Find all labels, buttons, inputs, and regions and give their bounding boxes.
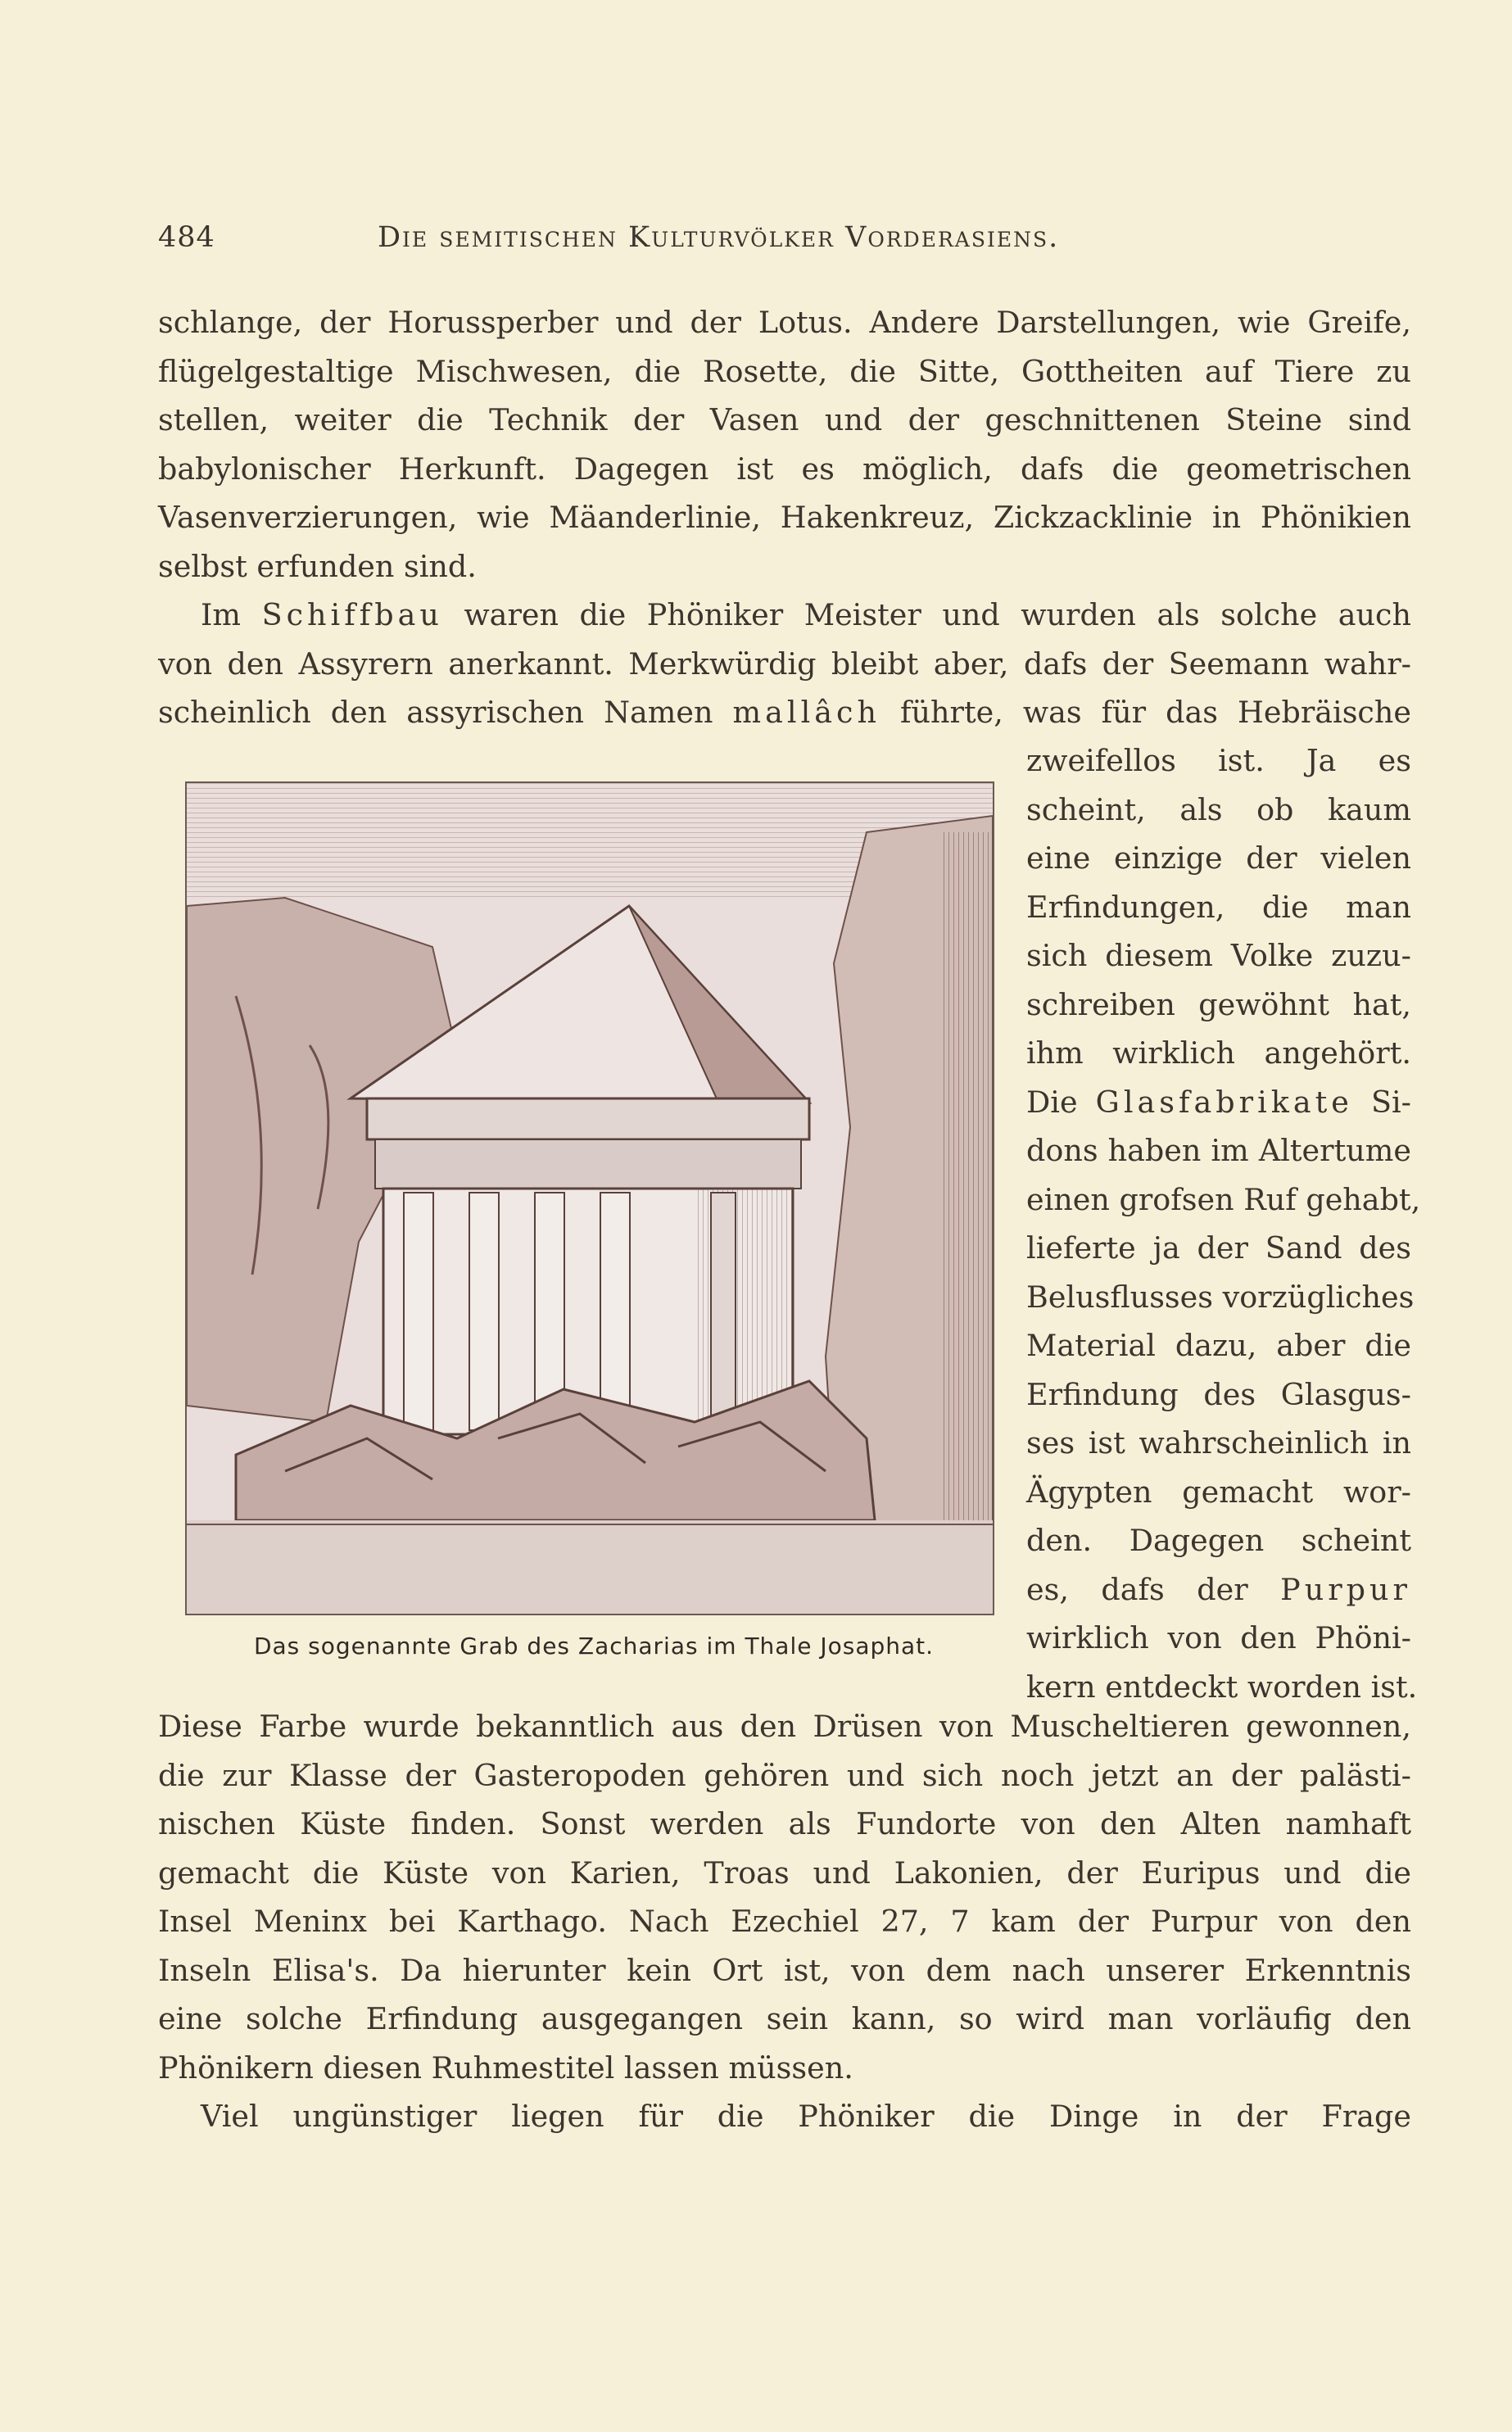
text-line: Erfindungen, die man — [1026, 889, 1411, 925]
text-line: flügelgestaltige Mischwesen, die Rosette, die Sitte, Gottheiten auf Tiere zu — [158, 353, 1411, 389]
text-line: Diese Farbe wurde bekanntlich aus den Drüsen von Muscheltieren gewonnen, — [158, 1709, 1411, 1744]
text-line: scheint, als ob kaum — [1026, 791, 1411, 827]
spaced-term: mallâch — [732, 695, 880, 730]
text-line: nischen Küste finden. Sonst werden als Fundorte von den Alten namhaft — [158, 1806, 1411, 1841]
text-line: Ägypten gemacht wor- — [1026, 1474, 1411, 1510]
text-line: einen grofsen Ruf gehabt, — [1026, 1181, 1421, 1217]
text-line: Phönikern diesen Ruhmestitel lassen müssen. — [158, 2049, 853, 2086]
side-column — [1026, 736, 1421, 1711]
text-line — [1026, 1078, 1411, 1127]
spaced-term: Purpur — [1280, 1571, 1411, 1607]
text-fragment: führte, was für das Hebräische — [900, 695, 1411, 730]
running-header — [158, 221, 1436, 262]
text-fragment: waren die Phöniker Meister und wurden als solche auch — [464, 597, 1411, 632]
text-line: Vasenverzierungen, wie Mäanderlinie, Hakenkreuz, Zickzacklinie in Phönikien — [158, 500, 1411, 535]
paragraph-3 — [158, 1702, 1411, 2141]
text-line: Erfindung des Glasgus- — [1026, 1376, 1411, 1412]
text-line: den. Dagegen scheint — [1026, 1523, 1411, 1558]
text-line — [1026, 1565, 1411, 1615]
text-line: lieferte ja der Sand des — [1026, 1230, 1411, 1266]
text-fragment: scheinlich den assyrischen Namen — [158, 695, 713, 730]
text-fragment: es, dafs der — [1026, 1571, 1248, 1607]
spaced-term: Schiffbau — [261, 597, 443, 632]
figure-caption: Das sogenannte Grab des Zacharias im Thale Josaphat. — [253, 1633, 935, 1660]
text-line: gemacht die Küste von Karien, Troas und Lakonien, der Euripus und die — [158, 1855, 1411, 1891]
text-line: Inseln Elisa's. Da hierunter kein Ort ist, von dem nach unserer Erkenntnis — [158, 1952, 1411, 1988]
text-line: sich diesem Volke zuzu- — [1026, 938, 1411, 973]
column — [711, 1193, 736, 1430]
text-line: schlange, der Horussperber und der Lotus. Andere Darstellungen, wie Greife, — [158, 305, 1411, 340]
text-line — [158, 591, 1411, 640]
engraving-figure — [185, 781, 994, 1615]
text-line: selbst erfunden sind. — [158, 548, 477, 584]
text-line: ses ist wahrscheinlich in — [1026, 1425, 1411, 1461]
text-fragment: Im — [201, 597, 242, 632]
text-line: Material dazu, aber die — [1026, 1328, 1411, 1363]
column — [600, 1193, 630, 1430]
text-line — [158, 688, 1411, 737]
text-line: die zur Klasse der Gasteropoden gehören und sich noch jetzt an der palästi- — [158, 1757, 1411, 1793]
text-line: eine einzige der vielen — [1026, 840, 1411, 876]
tomb-illustration — [187, 783, 993, 1614]
text-line: eine solche Erfindung ausgegangen sein kann, so wird man vorläufig den — [158, 2001, 1411, 2036]
text-line: wirklich von den Phöni- — [1026, 1620, 1411, 1655]
text-line: zweifellos ist. Ja es — [1026, 743, 1411, 778]
text-line: babylonischer Herkunft. Dagegen ist es möglich, dafs die geometrischen — [158, 451, 1411, 487]
text-fragment: Die — [1026, 1084, 1078, 1120]
paragraph-1 — [158, 298, 1411, 688]
text-line: schreiben gewöhnt hat, — [1026, 986, 1411, 1022]
text-line: Insel Meninx bei Karthago. Nach Ezechiel 27, 7 kam der Purpur von den — [158, 1904, 1411, 1939]
text-line-wrapped — [158, 688, 1411, 737]
column — [404, 1193, 433, 1430]
running-title: Die semitischen Kulturvölker Vorderasiens. — [378, 221, 1060, 254]
page-number: 484 — [158, 221, 215, 254]
cornice — [367, 1098, 809, 1139]
text-fragment: Si- — [1371, 1084, 1412, 1120]
text-line: Viel ungünstiger liegen für die Phöniker die Dinge in der Frage — [201, 2099, 1411, 2134]
spaced-term: Glasfabrikate — [1095, 1084, 1353, 1120]
text-line: von den Assyrern anerkannt. Merkwürdig bleibt aber, dafs der Seemann wahr- — [158, 645, 1411, 682]
column — [469, 1193, 499, 1430]
text-line: Belusflusses vorzügliches — [1026, 1279, 1415, 1315]
ground — [187, 1520, 993, 1614]
text-line: kern entdeckt worden ist. — [1026, 1669, 1418, 1705]
text-line: stellen, weiter die Technik der Vasen und der geschnittenen Steine sind — [158, 402, 1411, 437]
right-rock-shade — [940, 832, 993, 1569]
frieze — [375, 1139, 801, 1189]
text-line: dons haben im Altertume — [1026, 1133, 1411, 1168]
text-line: ihm wirklich angehört. — [1026, 1035, 1411, 1071]
